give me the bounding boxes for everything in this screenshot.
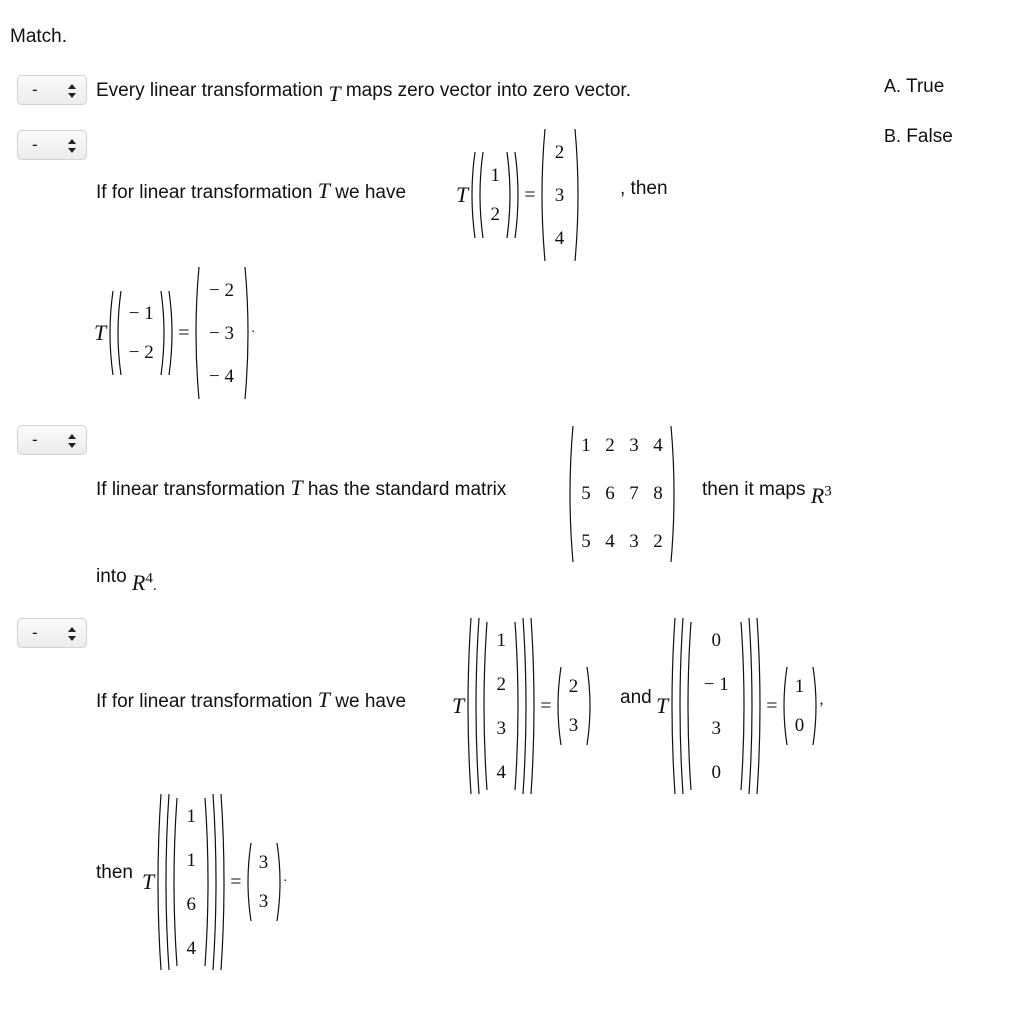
equals-sign: = — [766, 694, 778, 717]
question-text: , then — [620, 178, 668, 199]
answer-b — [884, 126, 953, 148]
vector-entry: 3 — [554, 184, 565, 206]
vector-entry: 3 — [496, 717, 506, 739]
question-text: then it maps — [702, 479, 806, 500]
question-text: If for linear transformation — [96, 182, 313, 203]
symbol-T: T — [317, 687, 331, 712]
vector-entry: 1 — [186, 805, 196, 827]
match-select-3[interactable] — [17, 425, 87, 455]
vector-entry: 3 — [711, 717, 721, 739]
answer-letter: A. — [884, 76, 902, 96]
updown-arrows-icon — [67, 138, 77, 154]
math-T: T — [94, 320, 107, 345]
q4-equation-2 — [656, 616, 824, 796]
question-text: has the standard matrix — [307, 479, 507, 500]
question-text: Every linear transformation — [96, 80, 324, 101]
output-vector — [546, 143, 574, 248]
question-text: and — [620, 687, 652, 708]
vector-entry: 2 — [568, 676, 579, 697]
period: . — [283, 870, 288, 885]
comma: , — [819, 691, 824, 708]
question-text: If for linear transformation — [96, 691, 313, 712]
question-text: into — [96, 566, 127, 587]
math-T: T — [452, 693, 465, 718]
question-3-into — [96, 562, 157, 595]
vector-entry: 0 — [794, 715, 805, 736]
updown-arrows-icon — [67, 433, 77, 449]
q2-equation-2 — [94, 266, 255, 400]
math-T: T — [656, 693, 669, 718]
vector-entry: 1 — [794, 676, 805, 697]
vector-entry: 2 — [554, 141, 565, 163]
vector-entry: 3 — [258, 852, 269, 873]
updown-arrows-icon — [67, 626, 77, 642]
vector-entry: 6 — [186, 893, 196, 915]
question-text: If linear transformation — [96, 479, 286, 500]
symbol-T: T — [317, 178, 331, 203]
question-2-text — [96, 178, 406, 204]
question-1 — [96, 76, 631, 106]
match-select-1[interactable] — [17, 75, 87, 105]
question-3-text — [96, 475, 506, 501]
question-text: we have — [335, 691, 407, 712]
math-T: T — [456, 182, 469, 207]
select-value: - — [32, 623, 38, 642]
matrix-row: 5 4 3 2 — [581, 531, 663, 552]
updown-arrows-icon — [67, 83, 77, 99]
vector-entry: − 2 — [128, 342, 154, 363]
equals-sign: = — [230, 870, 242, 893]
question-text: maps zero vector into zero vector. — [345, 80, 631, 101]
question-text: we have — [335, 182, 407, 203]
output-vector — [562, 677, 586, 735]
question-text: then — [96, 862, 133, 883]
select-value: - — [32, 430, 38, 449]
question-3-maps — [702, 475, 832, 508]
vector-entry: 2 — [490, 204, 500, 225]
input-vector — [122, 304, 160, 362]
input-vector — [692, 631, 740, 782]
q2-equation-1 — [456, 126, 582, 264]
input-vector — [484, 166, 506, 224]
vector-entry: 4 — [496, 761, 506, 783]
vector-entry: 0 — [711, 761, 721, 783]
answer-a — [884, 76, 944, 98]
output-vector — [200, 281, 244, 386]
space-R4: $R^4$. — [131, 570, 157, 595]
vector-entry: 0 — [711, 629, 721, 651]
vector-entry: 2 — [496, 673, 506, 695]
vector-entry: 1 — [490, 165, 500, 186]
equals-sign: = — [524, 183, 536, 206]
equals-sign: = — [540, 694, 552, 717]
vector-entry: − 3 — [209, 322, 235, 344]
answer-text: True — [905, 76, 945, 97]
matrix-row: 1 2 3 4 — [581, 435, 663, 456]
vector-entry: 4 — [554, 227, 565, 249]
vector-entry: − 4 — [209, 365, 235, 387]
vector-entry: − 1 — [703, 673, 729, 695]
match-select-2[interactable] — [17, 130, 87, 160]
page-title: Match. — [10, 26, 68, 47]
q4-equation-3 — [142, 792, 287, 972]
q4-equation-1 — [452, 616, 594, 796]
matrix-row: 5 6 7 8 — [581, 483, 663, 504]
select-value: - — [32, 135, 38, 154]
input-vector — [488, 631, 514, 782]
vector-entry: 1 — [186, 849, 196, 871]
vector-entry: 4 — [186, 937, 196, 959]
vector-entry: − 2 — [209, 279, 235, 301]
answer-text: False — [906, 126, 953, 147]
math-T: T — [142, 869, 155, 894]
input-vector — [178, 807, 204, 958]
period: . — [251, 321, 256, 336]
space-R3: $R^3$ — [810, 483, 832, 508]
output-vector — [788, 677, 812, 735]
vector-entry: 3 — [258, 891, 269, 912]
vector-entry: 3 — [568, 715, 579, 736]
vector-entry: − 1 — [128, 303, 154, 324]
standard-matrix — [566, 424, 678, 564]
output-vector — [252, 853, 276, 911]
answer-letter: B. — [884, 126, 902, 146]
question-4-text — [96, 687, 406, 713]
match-select-4[interactable] — [17, 618, 87, 648]
symbol-T: T — [328, 81, 341, 106]
select-value: - — [32, 80, 38, 99]
equals-sign: = — [178, 321, 190, 344]
symbol-T: T — [290, 475, 303, 500]
vector-entry: 1 — [496, 629, 506, 651]
